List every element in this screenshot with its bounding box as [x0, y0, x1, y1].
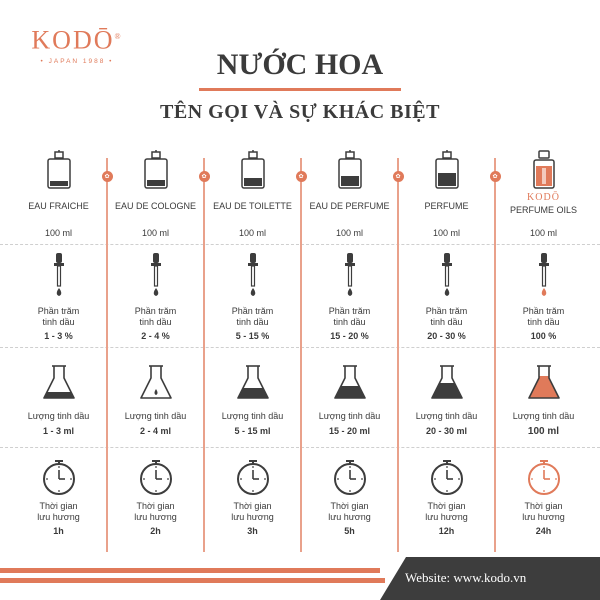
clock-icon	[204, 459, 301, 499]
dropper-icon	[107, 252, 204, 300]
column-volume: 100 ml	[44, 228, 72, 238]
clock-icon	[495, 459, 592, 499]
percent-value: 5 - 15 %	[235, 331, 270, 341]
website-link[interactable]: Website: www.kodo.vn	[405, 570, 527, 585]
column-name: EAU DE TOILETTE	[213, 201, 292, 211]
dropper-icon	[495, 252, 592, 300]
column-eau-de-toilette	[204, 140, 301, 558]
footer-stripe	[0, 568, 380, 573]
time-value: 1h	[53, 526, 64, 536]
column-volume: 100 ml	[432, 228, 460, 238]
flower-badge-icon: ✿	[393, 171, 404, 182]
clock-icon	[107, 459, 204, 499]
flask-icon	[301, 362, 398, 402]
time-label: Thời gian lưu hương	[425, 501, 468, 522]
column-volume: 100 ml	[529, 228, 557, 238]
oil-label: Lượng tinh dầu	[415, 411, 478, 421]
time-value: 24h	[535, 526, 552, 536]
bottle-icon	[10, 150, 107, 190]
oil-label: Lượng tinh dầu	[221, 411, 284, 421]
flask-icon	[398, 362, 495, 402]
column-name: EAU FRAICHE	[28, 201, 89, 211]
flower-badge-icon: ✿	[490, 171, 501, 182]
oil-label: Lượng tinh dầu	[512, 411, 575, 421]
oil-value: 5 - 15 ml	[234, 426, 271, 436]
flower-badge-icon: ✿	[296, 171, 307, 182]
oil-label: Lượng tinh dầu	[318, 411, 381, 421]
time-value: 12h	[438, 526, 455, 536]
clock-icon	[301, 459, 398, 499]
column-perfume-oils	[495, 140, 592, 558]
dropper-icon	[398, 252, 495, 300]
column-name: EAU DE PERFUME	[309, 201, 390, 211]
percent-label: Phần trăm tinh dầu	[522, 306, 565, 327]
percent-label: Phần trăm tinh dầu	[425, 306, 468, 327]
column-eau-de-perfume	[301, 140, 398, 558]
oil-value: 2 - 4 ml	[139, 426, 171, 436]
time-value: 2h	[150, 526, 161, 536]
time-label: Thời gian lưu hương	[328, 501, 371, 522]
percent-value: 2 - 4 %	[141, 331, 170, 341]
flask-icon	[107, 362, 204, 402]
logo-tagline: • JAPAN 1988 •	[40, 57, 114, 65]
column-name: EAU DE COLOGNE	[114, 201, 197, 211]
bottle-icon	[495, 150, 592, 190]
time-label: Thời gian lưu hương	[134, 501, 177, 522]
time-value: 5h	[344, 526, 355, 536]
time-value: 3h	[247, 526, 258, 536]
page-subtitle: TÊN GỌI VÀ SỰ KHÁC BIỆT	[160, 101, 440, 123]
oil-value: 100 ml	[527, 426, 560, 437]
column-perfume	[398, 140, 495, 558]
bottle-icon	[204, 150, 301, 190]
time-label: Thời gian lưu hương	[37, 501, 80, 522]
page-title: NƯỚC HOA	[216, 48, 384, 81]
oil-label: Lượng tinh dầu	[27, 411, 90, 421]
oil-value: 15 - 20 ml	[328, 426, 371, 436]
oil-value: 1 - 3 ml	[42, 426, 74, 436]
percent-label: Phần trăm tinh dầu	[328, 306, 371, 327]
oil-value: 20 - 30 ml	[425, 426, 468, 436]
clock-icon	[10, 459, 107, 499]
logo-wordmark: KODŌ®	[31, 25, 123, 55]
percent-label: Phần trăm tinh dầu	[134, 306, 177, 327]
column-name: PERFUME	[424, 201, 469, 211]
percent-value: 20 - 30 %	[427, 331, 466, 341]
oil-label: Lượng tinh dầu	[124, 411, 187, 421]
percent-label: Phần trăm tinh dầu	[37, 306, 80, 327]
title-underline	[199, 88, 401, 91]
percent-value: 1 - 3 %	[44, 331, 73, 341]
flower-badge-icon: ✿	[199, 171, 210, 182]
column-volume: 100 ml	[141, 228, 169, 238]
clock-icon	[398, 459, 495, 499]
bottle-icon	[301, 150, 398, 190]
flask-icon	[204, 362, 301, 402]
column-volume: 100 ml	[335, 228, 363, 238]
flask-icon	[495, 362, 592, 402]
bottle-icon	[398, 150, 495, 190]
column-brand: KODŌ	[527, 192, 560, 203]
flower-badge-icon: ✿	[102, 171, 113, 182]
footer-stripe	[0, 578, 385, 583]
dropper-icon	[204, 252, 301, 300]
column-name: PERFUME OILS	[509, 205, 577, 215]
time-label: Thời gian lưu hương	[231, 501, 274, 522]
percent-value: 100 %	[530, 331, 557, 341]
dropper-icon	[301, 252, 398, 300]
column-volume: 100 ml	[238, 228, 266, 238]
percent-label: Phần trăm tinh dầu	[231, 306, 274, 327]
percent-value: 15 - 20 %	[330, 331, 369, 341]
column-eau-fraiche	[10, 140, 107, 558]
time-label: Thời gian lưu hương	[522, 501, 565, 522]
column-eau-de-cologne	[107, 140, 204, 558]
dropper-icon	[10, 252, 107, 300]
flask-icon	[10, 362, 107, 402]
bottle-icon	[107, 150, 204, 190]
